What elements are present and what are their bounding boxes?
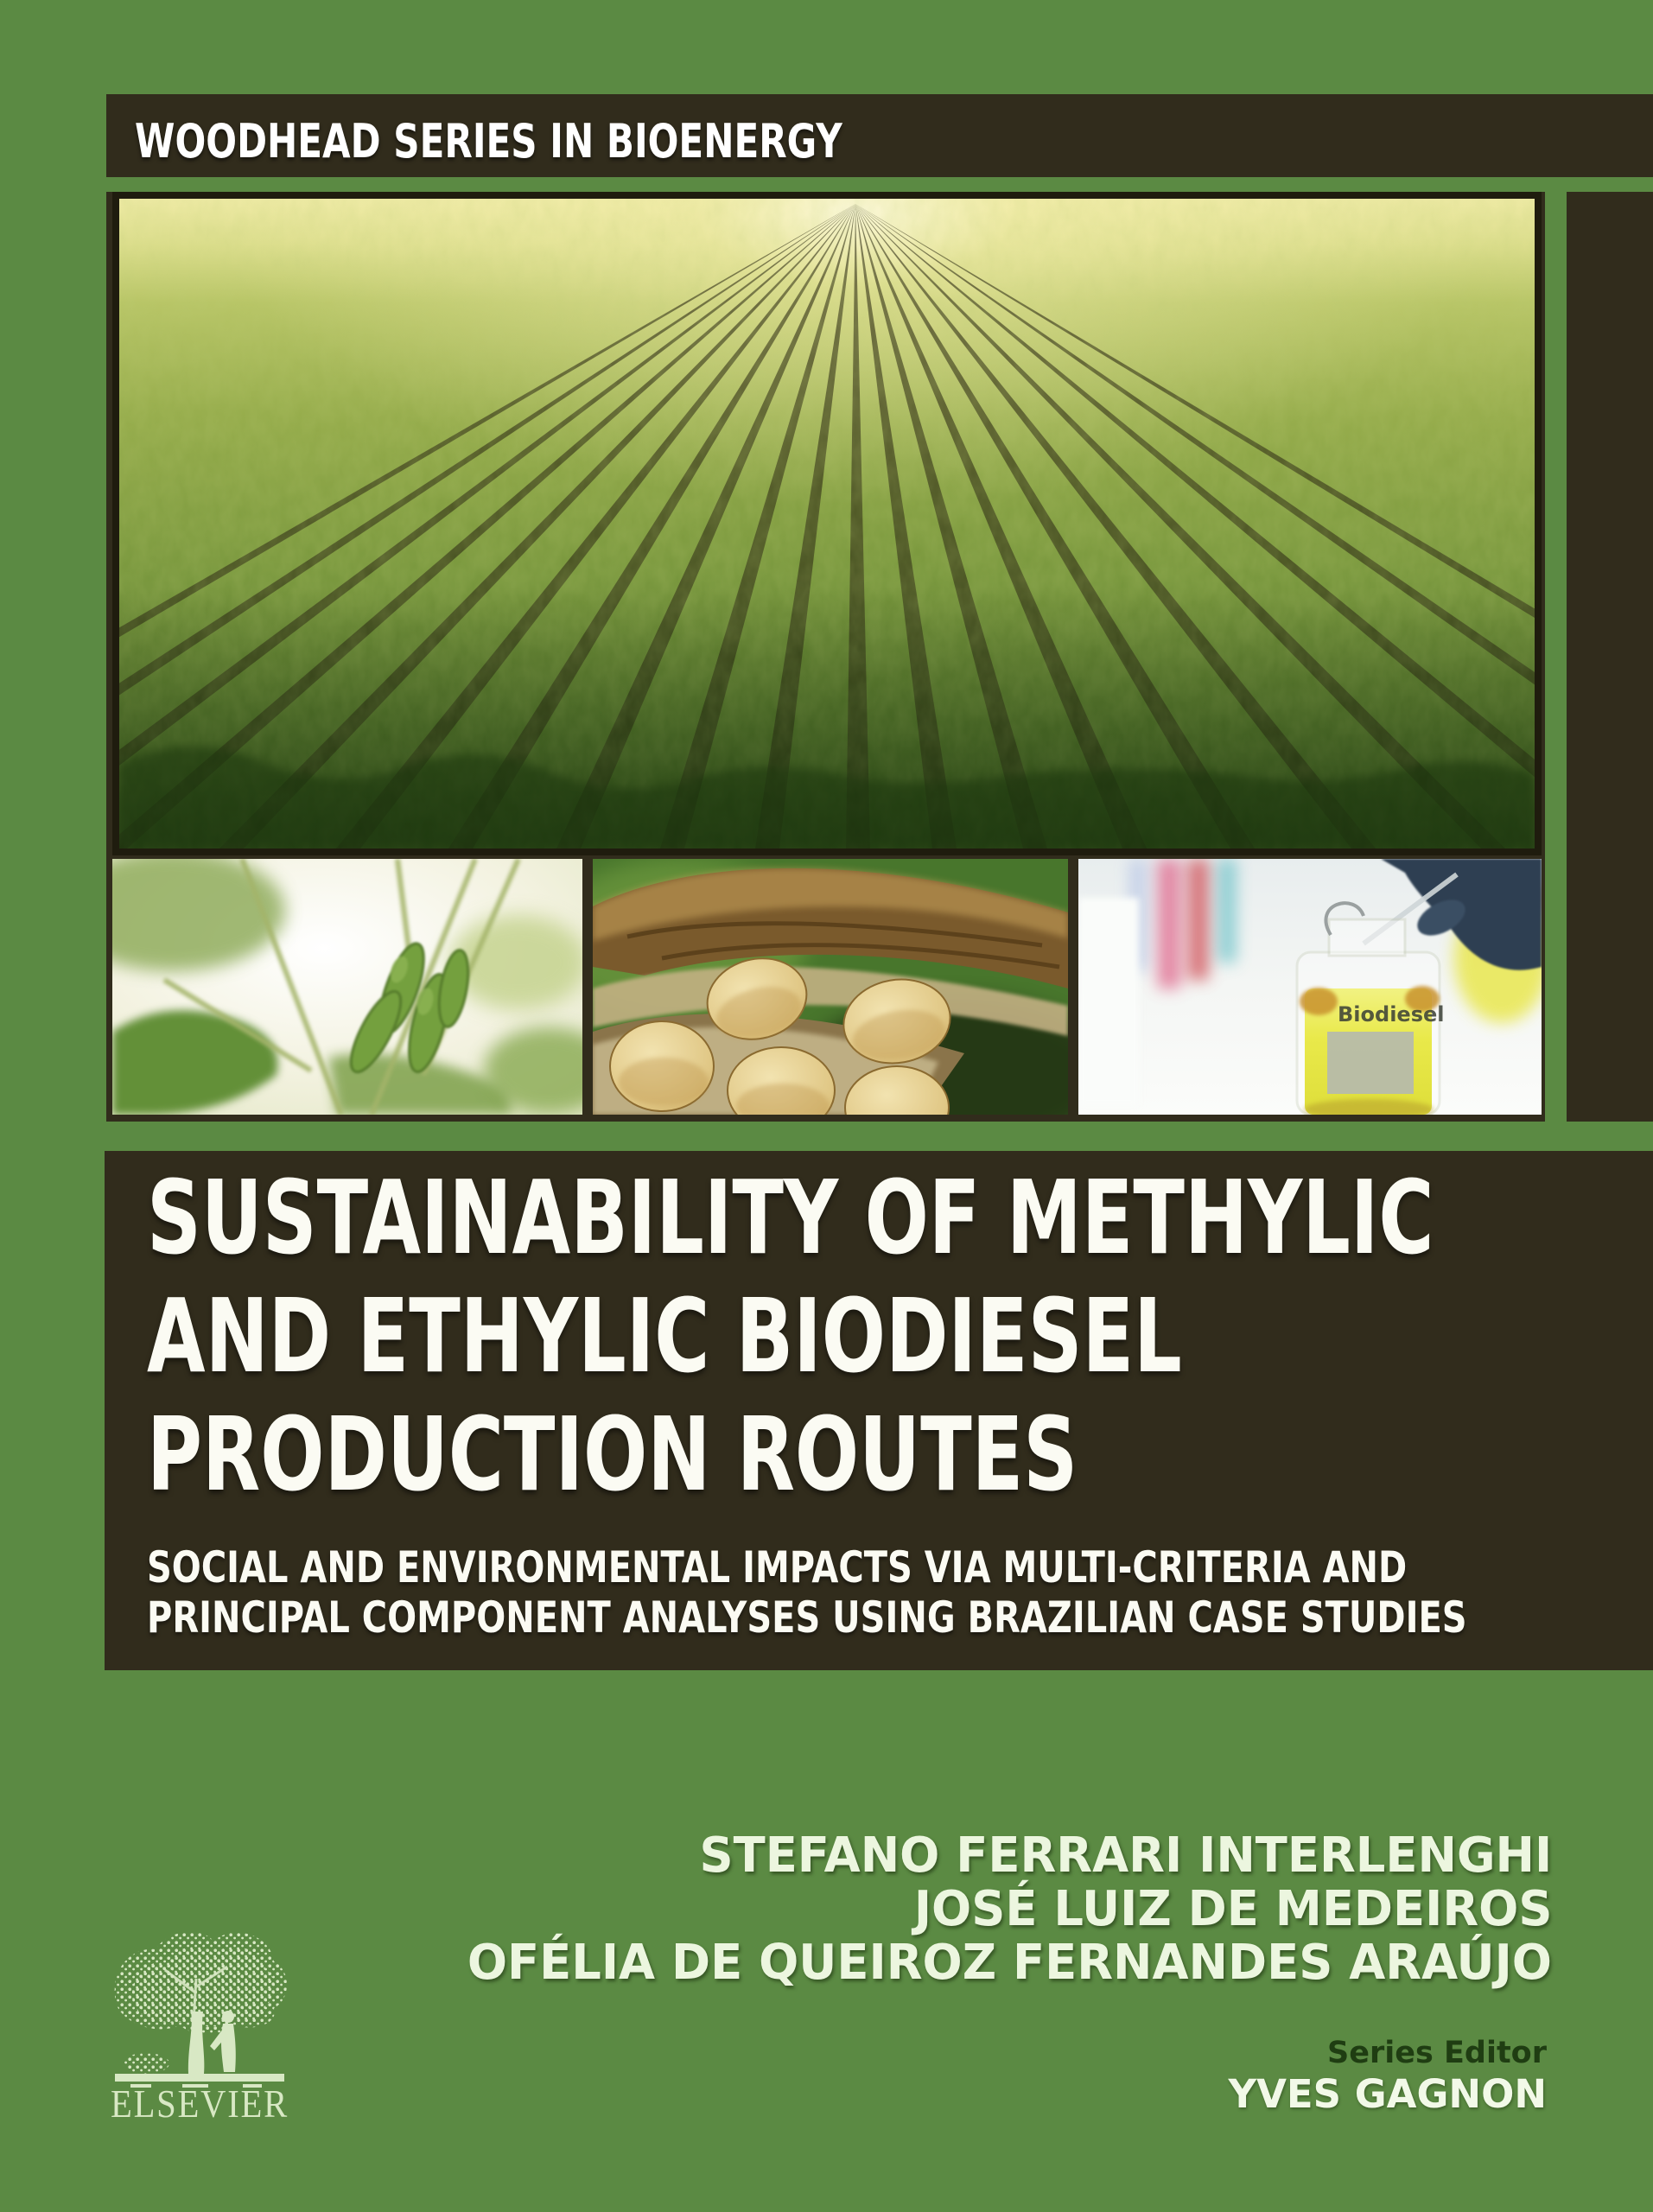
soybean-field-photo [112, 192, 1542, 855]
publisher-name: ELSEVIER [111, 2082, 289, 2126]
series-editor-block [1228, 2036, 1547, 2117]
biodiesel-beaker-illustration [1078, 859, 1542, 1115]
author-text-3: OFÉLIA DE QUEIROZ FERNANDES ARAÚJO [467, 1935, 1552, 1991]
subtitle-text-1: SOCIAL AND ENVIRONMENTAL IMPACTS VIA MULTI-CRITERIA AND [147, 1542, 1408, 1592]
soybean-field-illustration [119, 199, 1535, 849]
author-text-1: STEFANO FERRARI INTERLENGHI [699, 1827, 1552, 1884]
series-banner-text: WOODHEAD SERIES IN BIOENERGY [135, 113, 842, 168]
title-line-2 [147, 1277, 1653, 1395]
subtitle-line-1 [147, 1542, 1653, 1592]
subtitle-text-2: PRINCIPAL COMPONENT ANALYSES USING BRAZILIAN CASE STUDIES [147, 1592, 1467, 1643]
author-text-2: JOSÉ LUIZ DE MEDEIROS [913, 1881, 1552, 1937]
open-pod-illustration [593, 859, 1068, 1115]
soybean-pods-illustration [112, 859, 582, 1115]
author-name-1 [434, 1829, 1552, 1883]
title-band [105, 1151, 1653, 1670]
author-name-2 [434, 1883, 1552, 1936]
author-name-3 [434, 1936, 1552, 1990]
open-pod-photo [593, 859, 1068, 1115]
subtitle [147, 1542, 1653, 1643]
elsevier-logo [104, 1925, 296, 2127]
series-banner [106, 94, 1653, 177]
authors-block [434, 1829, 1552, 1990]
title-text-3: PRODUCTION ROUTES [147, 1395, 1078, 1514]
biodiesel-beaker-photo [1078, 859, 1542, 1115]
subtitle-line-2 [147, 1592, 1653, 1643]
beaker-label-text: Biodiesel [1338, 1002, 1445, 1027]
series-editor-name: YVES GAGNON [1228, 2071, 1547, 2117]
elsevier-tree-icon [104, 1925, 296, 2127]
title-line-1 [147, 1159, 1653, 1277]
soybean-pods-photo [112, 859, 582, 1115]
sub-photo-strip [112, 859, 1542, 1115]
title-text-1: SUSTAINABILITY OF METHYLIC [147, 1158, 1434, 1277]
title-text-2: AND ETHYLIC BIODIESEL [147, 1276, 1182, 1395]
right-bleed-column [1567, 192, 1653, 1122]
beaker-label [1327, 1032, 1414, 1094]
series-editor-label: Series Editor [1327, 2036, 1547, 2070]
title-line-3 [147, 1395, 1653, 1514]
